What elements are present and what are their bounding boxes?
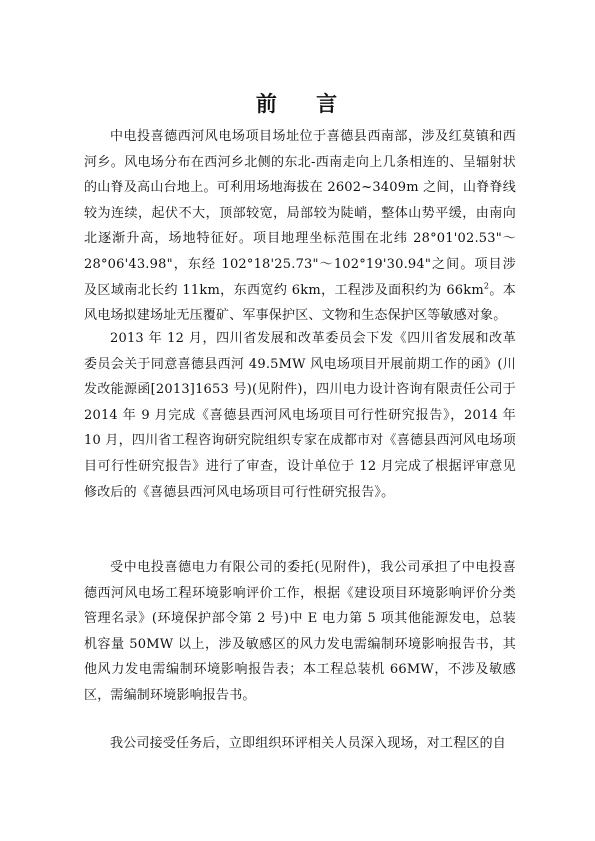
page-title: 前 言: [255, 91, 340, 116]
paragraph-3: 受中电投喜德电力有限公司的委托(见附件)，我公司承担了中电投喜德西河风电场工程环境影响评价工作，根据《建设项目环境影响评价分类管理名录》(环境保护部令第 2 号)中 E 电力第 5 项其他能源发电，总装机容量 50MW 以上，涉及敏感区的风力发电需编制环境影响报告书，其他风力发电需编制环境影响报告表；本工程总装机 66MW，不涉及敏感区，需编制环境影响报告书。: [84, 560, 516, 703]
paragraph-1-text: 中电投喜德西河风电场项目场址位于喜德县西南部，涉及红莫镇和西河乡。风电场分布在西河乡北侧的东北-西南走向上几条相连的、呈辐射状的山脊及高山台地上。可利用场地海拔在 2602~3409m 之间，山脊脊线较为连续，起伏不大，顶部较宽，局部较为陡峭，整体山势平缓，由南向北逐渐升高，场地特征好。项目地理坐标范围在北纬 28°01'02.53"～28°06'43.98"，东经 102°18'25.73"～102°19'30.94"之间。项目涉及区域南北长约 11km，东西宽约 6km，工程涉及面积约为 66km: [84, 129, 516, 298]
paragraph-1: [84, 124, 516, 329]
paragraph-1-text-end: 。本风电场拟建场址无压覆矿、军事保护区、文物和生态保护区等敏感对象。: [84, 282, 516, 324]
paragraph-2: 2013 年 12 月，四川省发展和改革委员会下发《四川省发展和改革委员会关于同意喜德县西河 49.5MW 风电场项目开展前期工作的函》(川发改能源函[2013]1653 号)(见附件)，四川电力设计咨询有限责任公司于 2014 年 9 月完成《喜德县西河风电场项目可行性研究报告》，2014 年 10 月，四川省工程咨询研究院组织专家在成都市对《喜德县西河风电场项目可行性研究报告》进行了审查，设计单位于 12 月完成了根据评审意见修改后的《喜德县西河风电场项目可行性研究报告》。: [84, 331, 516, 500]
paragraph-4: 我公司接受任务后，立即组织环评相关人员深入现场，对工程区的自: [110, 736, 507, 751]
area-unit-superscript: 2: [483, 281, 490, 291]
